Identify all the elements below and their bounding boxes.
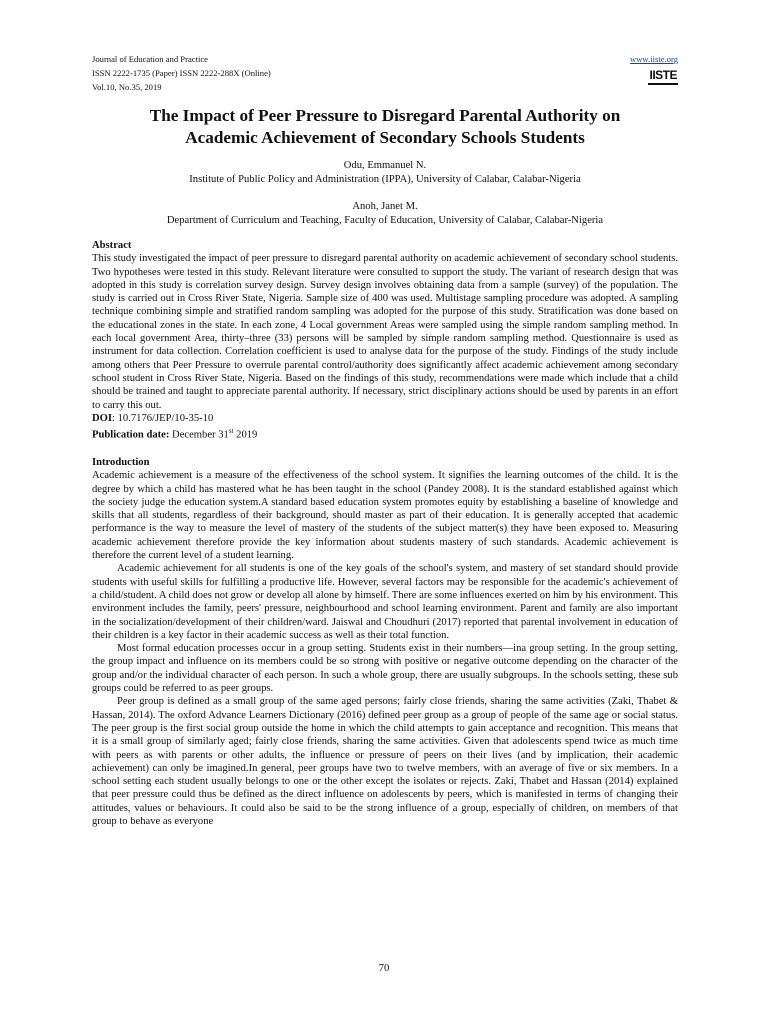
issn-line: ISSN 2222-1735 (Paper) ISSN 2222-288X (Online) bbox=[92, 68, 271, 78]
volume-line: Vol.10, No.35, 2019 bbox=[92, 82, 162, 92]
journal-name: Journal of Education and Practice bbox=[92, 54, 208, 64]
author-name: Anoh, Janet M. bbox=[352, 201, 418, 212]
journal-info bbox=[92, 52, 271, 94]
author-affiliation: Institute of Public Policy and Administration (IPPA), University of Calabar, Calabar-Nigeria bbox=[189, 173, 581, 185]
author-block-2 bbox=[92, 200, 678, 227]
doi-value: : 10.7176/JEP/10-35-10 bbox=[112, 412, 214, 424]
iiste-logo: IISTE bbox=[648, 67, 678, 85]
intro-paragraph-2: Academic achievement for all students is one of the key goals of the school's system, and mastery of set standard should provide students with useful skills for fulfilling a productive life. However, several factors may be responsible for the academic's achievement of a child/student. A child does not grow or develop all alone by himself. There are some influences exerted on him by his environment. This environment includes the family, peers' pressure, neighbourhood and school learning environment. Parent and family are also important in the socialization/development of their children/ward. Jaiswal and Choudhuri (2017) reported that parental involvement in education of their children is a key factor in their academic success as well as their total function. bbox=[92, 563, 678, 641]
publication-date-year: 2019 bbox=[233, 429, 258, 441]
intro-paragraph-4: Peer group is defined as a small group of the same aged persons; fairly close friends, sharing the same activities (Zaki, Thabet & Hassan, 2014). The oxford Advance Learners Dictionary (2016) defined peer group as a group of people of the same age or social status. The peer group is the first social group outside the home in which the child attempts to gain acceptance and recognition. This means that it is a small group of similarly aged; fairly close friends, sharing the same activities. Given that adolescents spend twice as much time with peers as with parents or other adults, the influence or pressure of peers on their lives (and by implication, their academic achievement) can only be imagined.In general, peer groups have two to twelve members, with an average of five or six members. In a school setting each student usually belongs to one or the other except the isolates or rejects. Zaki, Thabet and Hassan (2014) explained that peer pressure could thus be defined as the direct influence on adolescents by peers, which is manifested in terms of changing their attitudes, values or behaviours. It could also be said to be the strong influence of a group, especially of children, on members of that group to behave as everyone bbox=[92, 696, 678, 827]
abstract-text: This study investigated the impact of peer pressure to disregard parental authority on academic achievement of secondary school students. Two hypotheses were tested in this study. Relevant literature were consulted to support the study. The variant of research design that was adopted in this study is correlation survey design. Survey design involves obtaining data from a sample (survey) of the population. The study is carried out in Cross River State, Nigeria. Sample size of 400 was used. Multistage sampling procedure was adopted. A sampling technique combining simple and stratified random sampling was adopted for the purpose of this study. Stratification was done based on the educational zones in the state. In each zone, 4 Local government Areas were sampled using the simple random sampling method. In each local government Area, thirty–three (33) persons will be sampled by simple random sampling method. Questionnaire is used as instrument for data collection. Correlation coefficient is used to analyse data for the purpose of the study. Findings of the study include among others that Peer Pressure to overrule parental control/authority does significantly affect academic achievement among secondary school student in Cross River State, Nigeria. Based on the findings of this study, recommendations were made which include that a child should be trained and taught to appreciate parental authority. If necessary, strict disciplinary actions should be used by parents in an effort to carry this out. bbox=[92, 253, 678, 411]
journal-site bbox=[630, 52, 678, 85]
author-block-1 bbox=[92, 159, 678, 186]
author-name: Odu, Emmanuel N. bbox=[343, 160, 427, 171]
doi-line bbox=[92, 412, 678, 425]
publication-date-suffix: st bbox=[228, 427, 234, 436]
publication-date-line bbox=[92, 425, 678, 442]
doi-label: DOI bbox=[92, 412, 113, 424]
title-line-1: The Impact of Peer Pressure to Disregard Parental Authority on bbox=[149, 106, 621, 125]
intro-paragraph-3: Most formal education processes occur in a group setting. Students exist in their numbers—ina group setting. In the group setting, the group impact and influence on its members could be so strong with positive or negative outcome depending on the character of the group and/or the individual character of each person. In such a whole group, there are usually subgroups. In the schools setting, these sub groups could be referred to as peer groups. bbox=[92, 643, 678, 695]
intro-paragraph-1: Academic achievement is a measure of the effectiveness of the school system. It signifies the learning outcomes of the child. It is the degree by which a child has mastered what he has been taught in the school (Pandey 2008). It is the standard established against which the society judge the education system.A standard based education system promotes equity by establishing a baseline of knowledge and skills that all students, regardless of their background, should master as part of their education. It is generally accepted that academic performance is the way to measure the level of mastery of the students of the subject matter(s) they have been exposed to. Measuring academic achievement therefore provide the key information about students mastery of such standards. Academic achievement is therefore the current level of a student learning. bbox=[92, 470, 678, 562]
publication-date-day: December 31 bbox=[169, 429, 229, 441]
title-line-2: Academic Achievement of Secondary Schools Students bbox=[185, 128, 585, 147]
abstract-heading: Abstract bbox=[92, 240, 132, 251]
paper-page bbox=[92, 48, 678, 828]
publication-date-label: Publication date: bbox=[92, 429, 170, 441]
website-link[interactable]: www.iiste.org bbox=[630, 54, 678, 64]
author-affiliation: Department of Curriculum and Teaching, Faculty of Education, University of Calabar, Calabar-Nigeria bbox=[166, 214, 604, 226]
page-number: 70 bbox=[378, 963, 390, 974]
paper-title bbox=[92, 105, 678, 149]
introduction-heading: Introduction bbox=[92, 456, 150, 468]
journal-header bbox=[92, 48, 678, 96]
